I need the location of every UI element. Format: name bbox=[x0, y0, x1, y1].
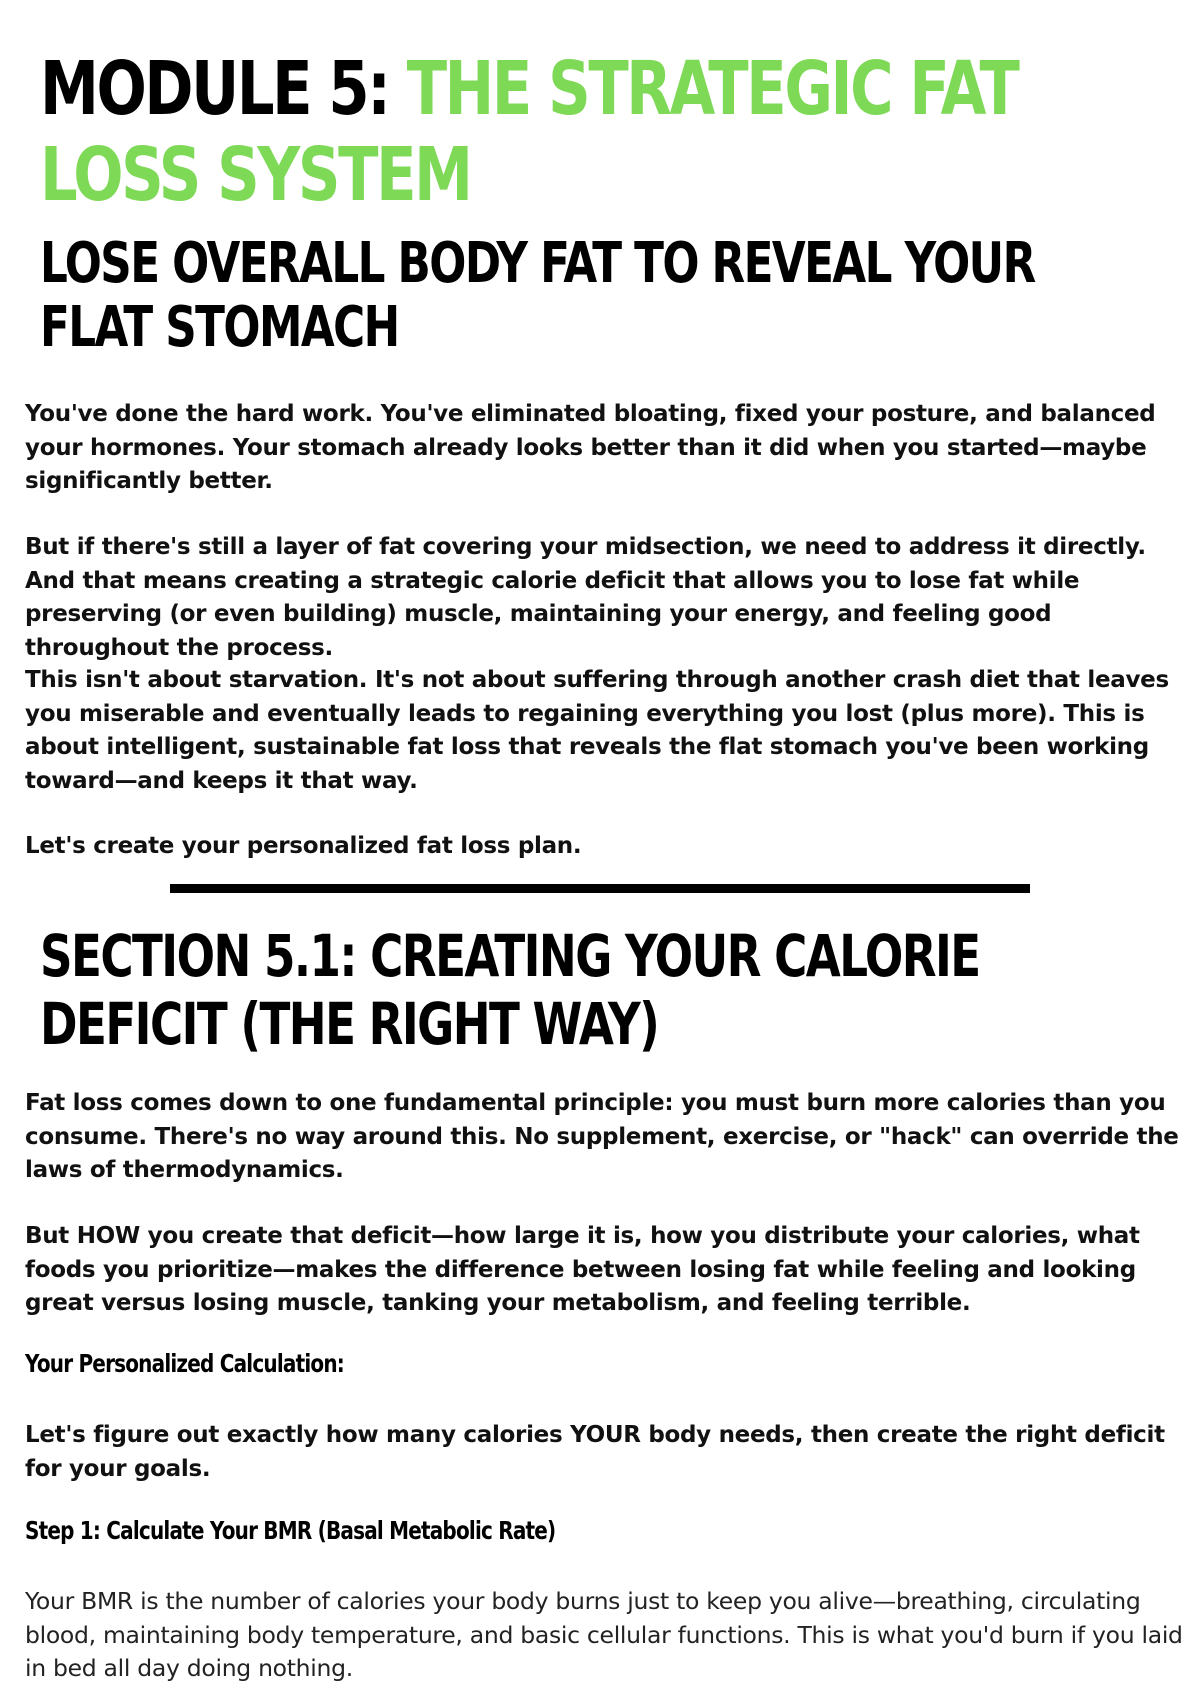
section-paragraph-1: Fat loss comes down to one fundamental principle: you must burn more calories than you consume. There's no way around this. No supplement, exercise, or "hack" can override the laws of thermodynamics. bbox=[25, 1090, 1179, 1183]
section-title: SECTION 5.1: CREATING YOUR CALORIE DEFICIT (THE RIGHT WAY) bbox=[40, 922, 980, 1058]
module-title bbox=[40, 46, 1080, 218]
module-title-accent: THE STRATEGIC FAT LOSS SYSTEM bbox=[40, 46, 1018, 218]
intro-paragraph-2: But if there's still a layer of fat covering your midsection, we need to address it directly. And that means creating a strategic calorie deficit that allows you to lose fat while preserving (or even building) muscle, maintaining your energy, and feeling good throughout the process. bbox=[25, 534, 1146, 661]
intro-paragraph-3: This isn't about starvation. It's not about suffering through another crash diet that leaves you miserable and eventually leads to regaining everything you lost (plus more). This is about intelligent, sustainable fat loss that reveals the flat stomach you've been working toward—and keeps it that way. bbox=[25, 667, 1169, 794]
intro-paragraph-4: Let's create your personalized fat loss plan. bbox=[25, 833, 582, 859]
module-subtitle: LOSE OVERALL BODY FAT TO REVEAL YOUR FLAT STOMACH bbox=[40, 231, 1035, 360]
section-paragraph-4: Your BMR is the number of calories your body burns just to keep you alive—breathing, circulating blood, maintaining body temperature, and basic cellular functions. This is what you'd burn if you laid in bed all day doing nothing. bbox=[25, 1587, 1183, 1682]
section-divider bbox=[170, 884, 1030, 893]
module-title-prefix: MODULE 5: bbox=[40, 46, 407, 132]
intro-paragraph-1: You've done the hard work. You've eliminated bloating, fixed your posture, and balanced your hormones. Your stomach already looks better than it did when you started—maybe significantly better. bbox=[25, 401, 1156, 494]
section-paragraph-2: But HOW you create that deficit—how large it is, how you distribute your calories, what foods you prioritize—makes the difference between losing fat while feeling and looking great versus losing muscle, tanking your metabolism, and feeling terrible. bbox=[25, 1223, 1140, 1316]
step-1-label: Step 1: Calculate Your BMR (Basal Metabolic Rate) bbox=[25, 1516, 556, 1545]
calculation-label: Your Personalized Calculation: bbox=[25, 1349, 344, 1378]
section-paragraph-3: Let's figure out exactly how many calories YOUR body needs, then create the right deficit for your goals. bbox=[25, 1422, 1165, 1482]
